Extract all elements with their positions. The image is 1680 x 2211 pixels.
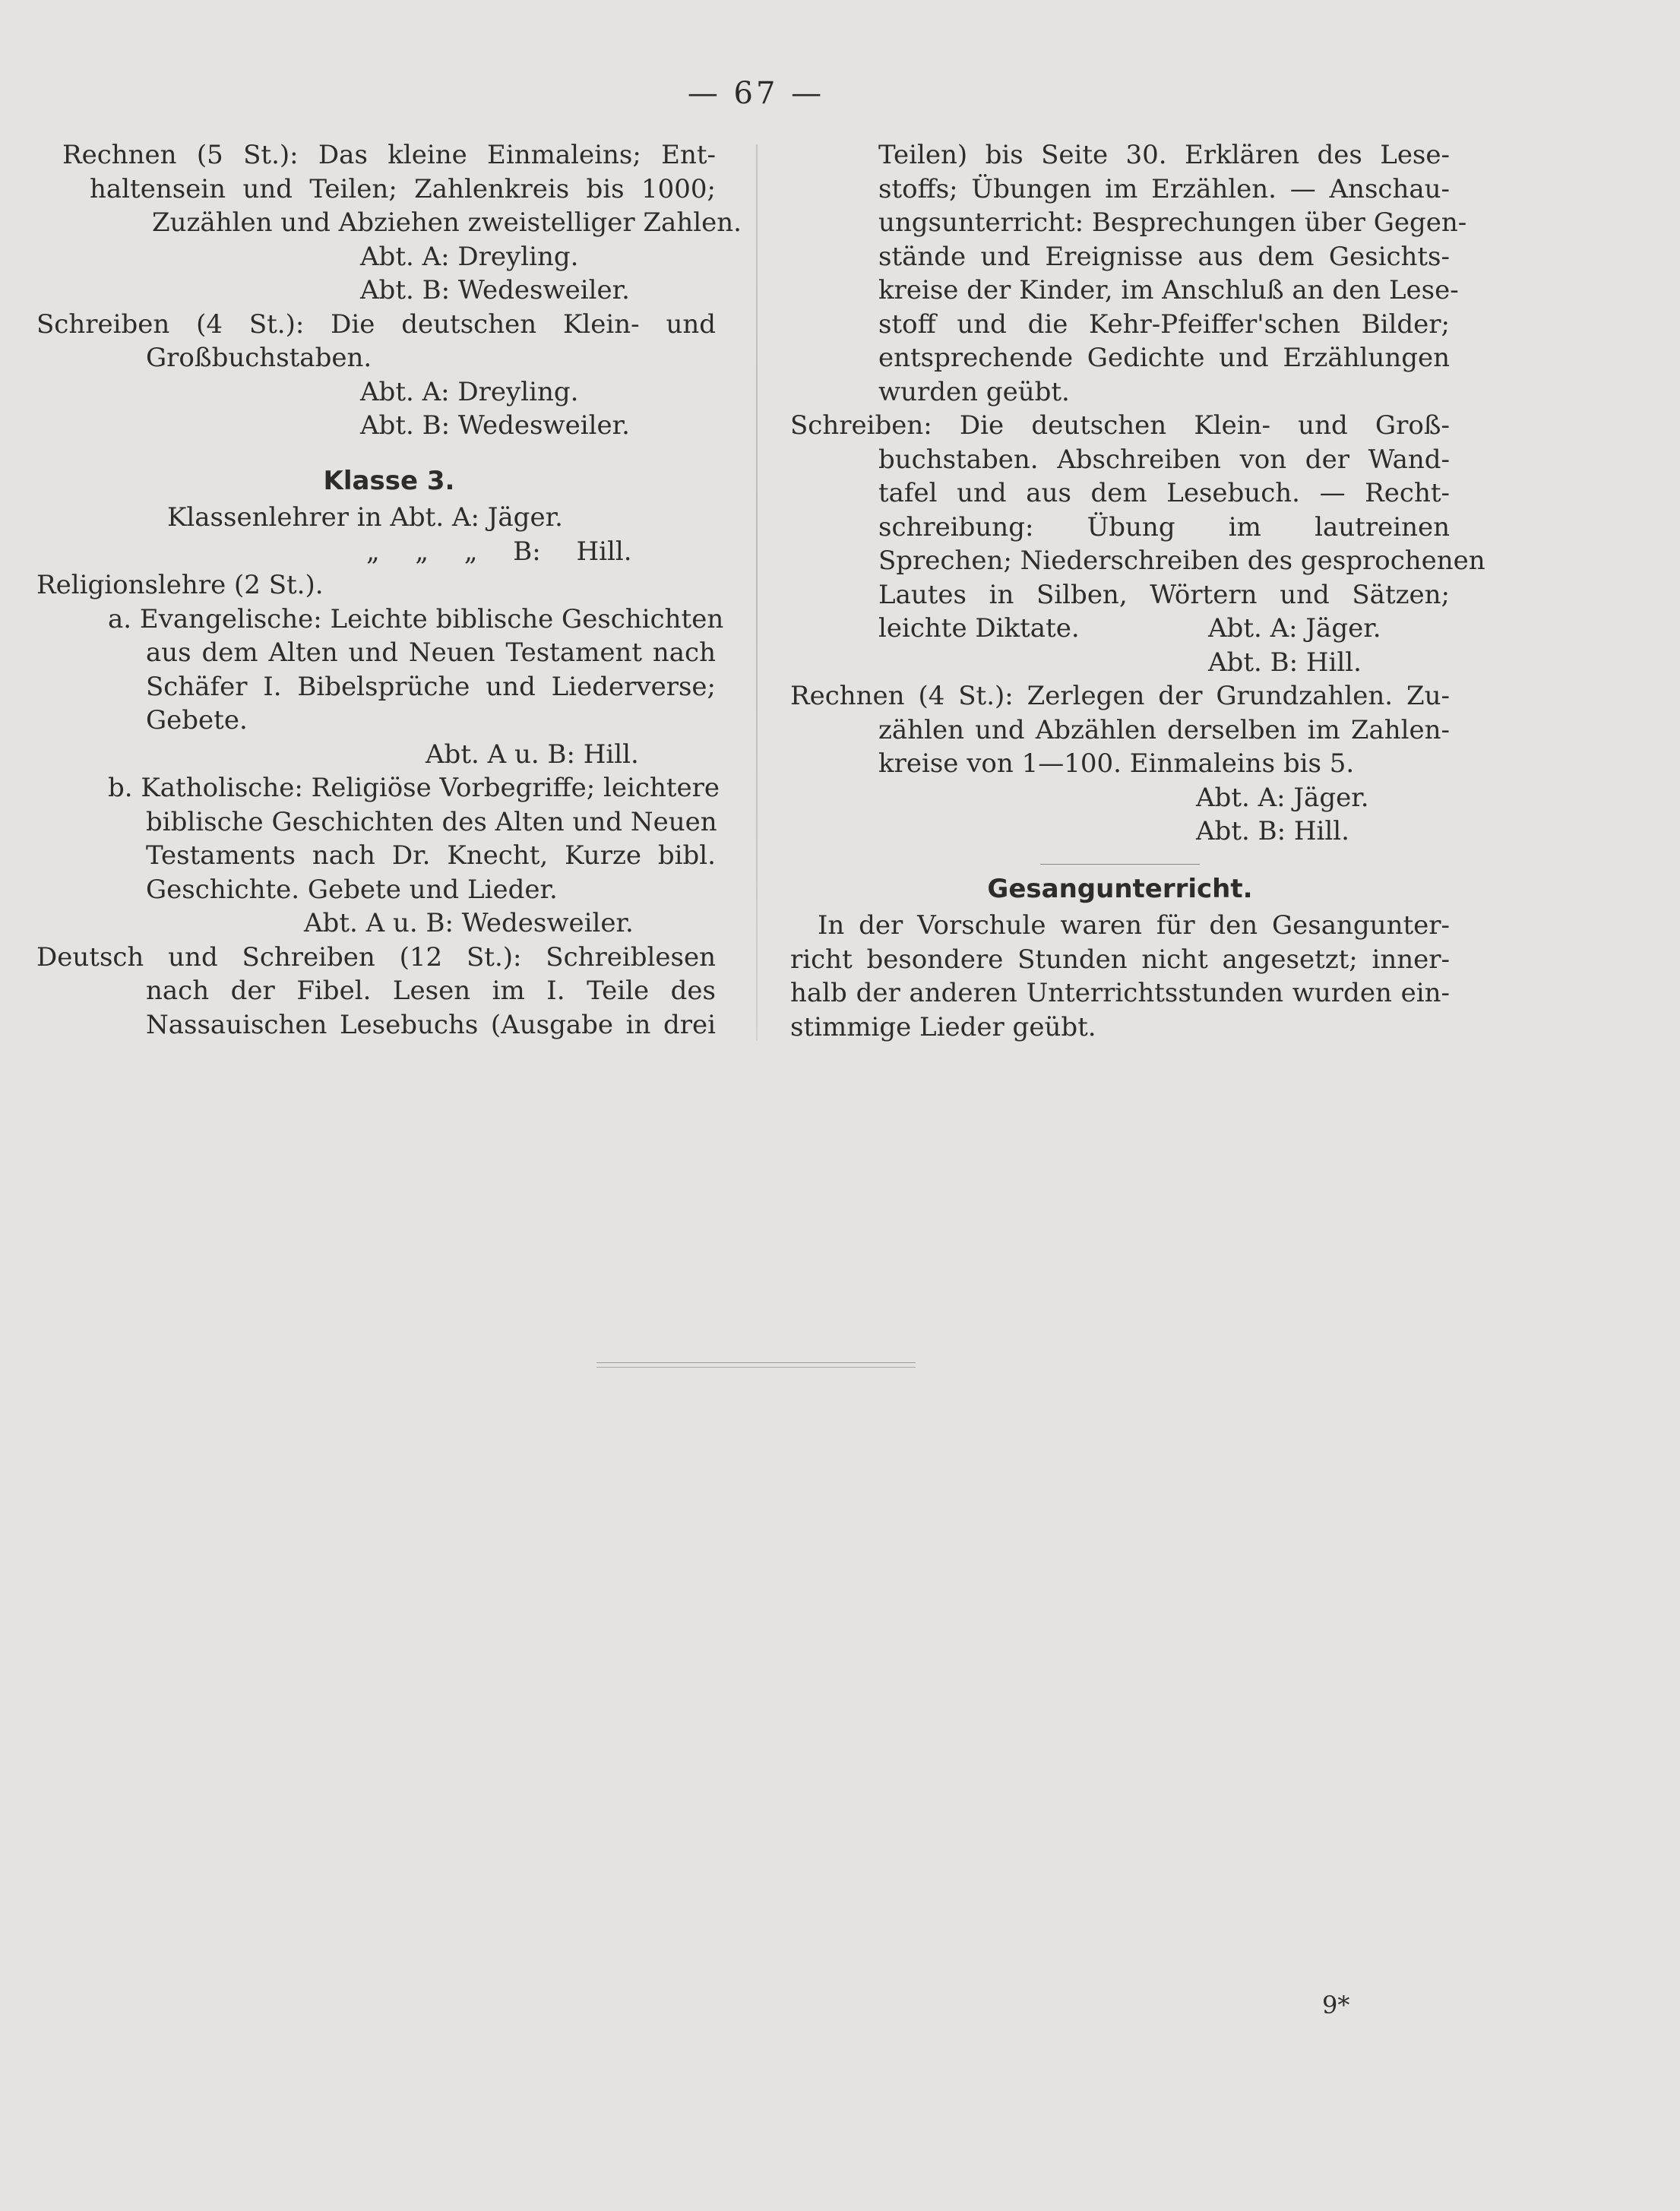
text-line: a. Evangelische: Leichte biblische Geschichten <box>108 603 724 634</box>
text-line: wurden geübt. <box>878 376 1070 407</box>
text-line: zählen und Abzählen derselben im Zahlen- <box>878 714 1450 745</box>
rechnen-section <box>62 138 742 308</box>
right-column <box>790 138 1485 1044</box>
text-line: tafel und aus dem Lesebuch. — Recht- <box>878 478 1450 508</box>
text-line: richt besondere Stunden nicht angesetzt; inner- <box>790 944 1450 975</box>
text-line: Nassauischen Lesebuchs (Ausgabe in drei <box>146 1009 716 1040</box>
left-column <box>36 138 742 1042</box>
text-line: „ „ „ B: Hill. <box>366 536 632 567</box>
text-line: stoff und die Kehr-Pfeiffer'schen Bilder; <box>878 308 1450 340</box>
teacher-line: Abt. B: Hill. <box>1208 647 1362 678</box>
text-line: Schreiben: Die deutschen Klein- und Groß- <box>790 410 1450 441</box>
text-line: Zuzählen und Abziehen zweistelliger Zahlen. <box>152 207 742 238</box>
text-line: Schäfer I. Bibelsprüche und Liederverse; <box>146 671 716 702</box>
text-line: Sprechen; Niederschreiben des gesprochenen <box>878 546 1485 576</box>
text-line: Rechnen (5 St.): Das kleine Einmaleins; Ent- <box>62 140 716 170</box>
section-divider <box>1040 864 1200 865</box>
end-rule <box>596 1362 916 1368</box>
text-line: Lautes in Silben, Wörtern und Sätzen; <box>878 579 1450 610</box>
text-line: biblische Geschichten des Alten und Neuen <box>146 806 717 837</box>
klassenlehrer <box>62 501 716 568</box>
text-line: Schreiben (4 St.): Die deutschen Klein- und <box>36 308 716 340</box>
text-line: stoffs; Übungen im Erzählen. — Anschau- <box>878 173 1450 204</box>
text-line: Teilen) bis Seite 30. Erklären des Lese- <box>878 140 1450 170</box>
teacher-line: Abt. A: Dreyling. <box>360 376 579 407</box>
text-line: stimmige Lieder geübt. <box>790 1011 1096 1042</box>
signature-mark: 9* <box>1322 1991 1350 2020</box>
teacher-line: Abt. B: Wedesweiler. <box>360 410 630 441</box>
text-line: b. Katholische: Religiöse Vorbegriffe; leichtere <box>108 773 720 803</box>
text-line: leichte Diktate. <box>878 613 1080 644</box>
text-line: entsprechende Gedichte und Erzählungen <box>878 343 1450 373</box>
teacher-line: Abt. B: Hill. <box>1196 816 1349 846</box>
teacher-line: Abt. A: Dreyling. <box>360 241 579 272</box>
column-divider <box>756 144 758 1041</box>
text-line: buchstaben. Abschreiben von der Wand- <box>878 444 1450 475</box>
teacher-line: Abt. A: Jäger. <box>1196 782 1369 813</box>
text-line: aus dem Alten und Neuen Testament nach <box>146 637 716 668</box>
text-line: nach der Fibel. Lesen im I. Teile des <box>146 976 716 1006</box>
text-line: schreibung: Übung im lautreinen <box>878 511 1450 542</box>
text-line: In der Vorschule waren für den Gesangunter- <box>818 910 1450 941</box>
religion-section <box>36 568 724 941</box>
text-line: kreise der Kinder, im Anschluß an den Lese- <box>878 275 1459 305</box>
teacher-line: Abt. B: Wedesweiler. <box>360 275 630 305</box>
text-line: Großbuchstaben. <box>146 343 372 373</box>
subject-title: Religionslehre (2 St.). <box>36 570 324 600</box>
schreiben-section <box>36 308 716 443</box>
text-line: Gebete. <box>146 705 248 735</box>
section-heading-gesangunterricht: Gesangunterricht. <box>987 873 1253 904</box>
text-line: kreise von 1—100. Einmaleins bis 5. <box>878 748 1355 779</box>
schreiben-section-right <box>790 409 1485 679</box>
teacher-line: Abt. A u. B: Wedesweiler. <box>304 908 634 938</box>
text-line: Geschichte. Gebete und Lieder. <box>146 874 558 905</box>
teacher-line: Abt. A: Jäger. <box>1208 613 1381 644</box>
deutsch-continued <box>790 138 1467 409</box>
teacher-line: Abt. A u. B: Hill. <box>426 739 639 770</box>
section-heading-klasse-3: Klasse 3. <box>323 465 455 496</box>
deutsch-section <box>36 941 716 1042</box>
text-line: Klassenlehrer in Abt. A: Jäger. <box>167 502 563 533</box>
text-line: stände und Ereignisse aus dem Gesichts- <box>878 241 1450 272</box>
text-line: haltensein und Teilen; Zahlenkreis bis 1000; <box>90 173 716 204</box>
text-line: Deutsch und Schreiben (12 St.): Schreiblesen <box>36 941 716 973</box>
rechnen-section-right <box>790 679 1450 849</box>
text-line: Rechnen (4 St.): Zerlegen der Grundzahlen. Zu- <box>790 681 1450 711</box>
text-line: halb der anderen Unterrichtsstunden wurden ein- <box>790 978 1450 1008</box>
page-number: — 67 — <box>687 76 825 111</box>
text-line: ungsunterricht: Besprechungen über Gegen- <box>878 207 1467 238</box>
text-line: Testaments nach Dr. Knecht, Kurze bibl. <box>146 840 716 871</box>
gesang-section <box>790 909 1450 1044</box>
